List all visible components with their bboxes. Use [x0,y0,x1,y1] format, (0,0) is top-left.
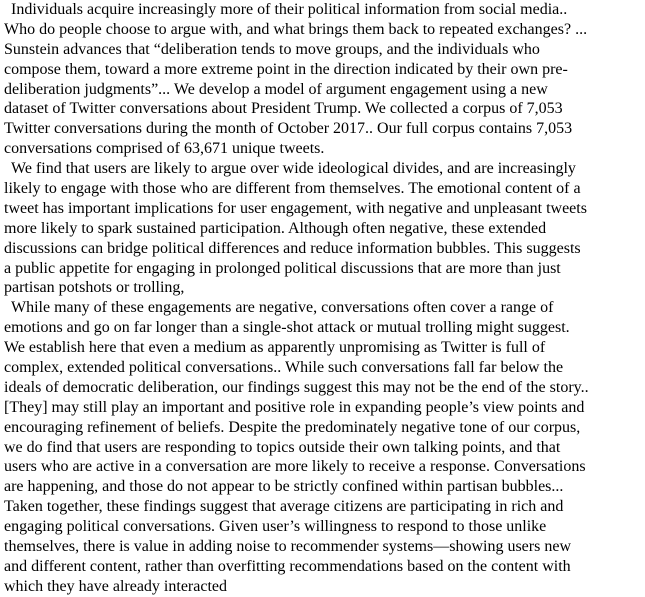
paragraph-2-line-3: tweet has important implications for user engagement, with negative and unpleasant tweets [4,199,587,217]
paragraph-2-line-4: more likely to spark sustained participation. Although often negative, these extended [4,219,547,237]
paragraph-2-line-7: partisan potshots or trolling, [4,279,185,297]
paragraph-3-line-7: encouraging refinement of beliefs. Despite the predominately negative tone of our corpus, [4,418,581,436]
paragraph-2-line-6: a public appetite for engaging in prolonged political discussions that are more than just [4,259,561,277]
paragraph-2-line-2: likely to engage with those who are different from themselves. The emotional content of a [4,180,581,198]
paragraph-3-line-5: ideals of democratic deliberation, our findings suggest this may not be the end of the story.. [4,378,589,396]
paragraph-3-line-6: [They] may still play an important and positive role in expanding people’s view points and [4,398,585,416]
paragraph-1-line-1: Individuals acquire increasingly more of their political information from social media.. [11,1,568,18]
paragraph-2-line-1: We find that users are likely to argue over wide ideological divides, and are increasingly [11,160,576,178]
paragraph-3-line-10: are happening, and those do not appear to be strictly confined within partisan bubbles... [4,478,564,496]
paragraph-1-line-5: deliberation judgments”... We develop a model of argument engagement using a new [4,80,548,98]
paragraph-3-line-2: emotions and go on far longer than a single-shot attack or mutual trolling might suggest. [4,319,570,337]
paragraph-3-line-12: engaging political conversations. Given user’s willingness to respond to those unlike [4,518,547,536]
paragraph-1-line-4: compose them, toward a more extreme point in the direction indicated by their own pre- [4,60,568,78]
paragraph-1-line-2: Who do people choose to argue with, and what brings them back to repeated exchanges? ... [4,20,588,38]
paragraph-1-line-7: Twitter conversations during the month of October 2017.. Our full corpus contains 7,053 [4,120,573,138]
paragraph-3-line-13: themselves, there is value in adding noise to recommender systems—showing users new [4,538,571,556]
paragraph-3-line-11: Taken together, these findings suggest that average citizens are participating in rich and [4,498,564,516]
paragraph-3-line-15: which they have already interacted [4,577,227,595]
paragraph-2-line-5: discussions can bridge political differences and reduce information bubbles. This suggests [4,239,581,257]
paragraph-1-line-6: dataset of Twitter conversations about President Trump. We collected a corpus of 7,053 [4,100,563,118]
paragraph-1-line-8: conversations comprised of 63,671 unique tweets. [4,140,325,158]
paragraph-3-line-9: users who are active in a conversation are more likely to receive a response. Conversations [4,458,586,476]
paragraph-1-line-3: Sunstein advances that “deliberation tends to move groups, and the individuals who [4,40,540,58]
paragraph-3-line-8: we do find that users are responding to topics outside their own talking points, and that [4,438,561,456]
paragraph-3-line-14: and different content, rather than overfitting recommendations based on the content with [4,557,571,575]
paragraph-3-line-3: We establish here that even a medium as apparently unpromising as Twitter is full of [4,339,546,357]
paragraph-3-line-4: complex, extended political conversations.. While such conversations fall far below the [4,359,564,377]
paragraph-3-line-1: While many of these engagements are negative, conversations often cover a range of [11,299,554,317]
